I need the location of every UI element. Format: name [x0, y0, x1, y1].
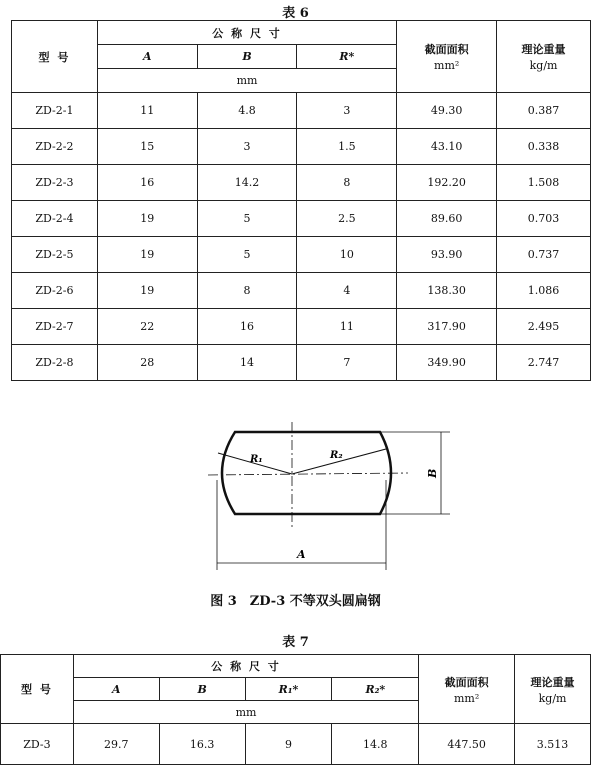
figure3-diagram — [190, 420, 470, 585]
table7-unit-mm: mm — [73, 701, 418, 724]
table6-area-header — [397, 21, 497, 93]
table6-row — [12, 345, 591, 381]
horizontal-centerline — [208, 473, 408, 475]
table7-col-r2: R₂* — [332, 678, 419, 701]
table6-cell-r: 10 — [297, 237, 397, 273]
table6-cell-r: 1.5 — [297, 129, 397, 165]
table6-cell-a: 11 — [97, 93, 197, 129]
table6-area-unit: mm² — [434, 59, 460, 72]
table7-cell-r2: 14.8 — [332, 724, 419, 765]
table6-cell-a: 19 — [97, 201, 197, 237]
table7-weight-label: 理论重量 — [530, 675, 575, 689]
table6-cell-b: 3 — [197, 129, 297, 165]
table6-row — [12, 165, 591, 201]
table7-cell-b: 16.3 — [159, 724, 245, 765]
table6-cell-type: ZD-2-2 — [12, 129, 98, 165]
table6-cell-area: 317.90 — [397, 309, 497, 345]
table6-cell-r: 8 — [297, 165, 397, 201]
table7-col-r1: R₁* — [245, 678, 332, 701]
table6-cell-type: ZD-2-5 — [12, 237, 98, 273]
table6-cell-r: 11 — [297, 309, 397, 345]
table6-cell-weight: 0.737 — [497, 237, 591, 273]
table7-cell-type: ZD-3 — [1, 724, 74, 765]
table6-row — [12, 129, 591, 165]
r1-label: R₁ — [250, 454, 263, 465]
table7-col-b: B — [159, 678, 245, 701]
table6-cell-b: 14.2 — [197, 165, 297, 201]
table6-row — [12, 273, 591, 309]
table6-cell-weight: 1.508 — [497, 165, 591, 201]
table7-weight-unit: kg/m — [538, 691, 567, 705]
table7-cell-a: 29.7 — [73, 724, 159, 765]
table6-cell-r: 4 — [297, 273, 397, 309]
table6 — [11, 20, 591, 381]
table6-type-header: 型 号 — [12, 21, 98, 93]
table6-cell-b: 14 — [197, 345, 297, 381]
table7-area-label: 截面面积 — [444, 675, 489, 689]
table6-cell-type: ZD-2-7 — [12, 309, 98, 345]
table7-area-unit: mm² — [454, 691, 480, 705]
table6-unit-mm: mm — [97, 69, 396, 93]
table6-group-header: 公 称 尺 寸 — [97, 21, 396, 45]
table6-cell-weight: 2.747 — [497, 345, 591, 381]
table6-cell-a: 19 — [97, 237, 197, 273]
table6-cell-area: 49.30 — [397, 93, 497, 129]
table6-cell-weight: 0.338 — [497, 129, 591, 165]
table6-cell-type: ZD-2-3 — [12, 165, 98, 201]
table6-cell-area: 349.90 — [397, 345, 497, 381]
table7-type-header: 型 号 — [1, 655, 74, 724]
table7-weight-header — [515, 655, 591, 724]
table6-col-b: B — [197, 45, 297, 69]
table6-cell-weight: 2.495 — [497, 309, 591, 345]
table7-cell-weight: 3.513 — [515, 724, 591, 765]
table6-cell-type: ZD-2-1 — [12, 93, 98, 129]
table6-cell-a: 16 — [97, 165, 197, 201]
table6-cell-a: 19 — [97, 273, 197, 309]
table6-cell-area: 43.10 — [397, 129, 497, 165]
table6-weight-unit: kg/m — [529, 59, 558, 72]
figure3-caption: 图 3 ZD-3 不等双头圆扁钢 — [210, 594, 381, 609]
table6-caption: 表 6 — [282, 6, 309, 21]
table7-cell-r1: 9 — [245, 724, 332, 765]
table7-col-a: A — [73, 678, 159, 701]
table6-cell-a: 15 — [97, 129, 197, 165]
table6-cell-weight: 1.086 — [497, 273, 591, 309]
table6-cell-weight: 0.703 — [497, 201, 591, 237]
table6-cell-weight: 0.387 — [497, 93, 591, 129]
table6-cell-b: 5 — [197, 237, 297, 273]
table6-cell-b: 16 — [197, 309, 297, 345]
table6-cell-type: ZD-2-6 — [12, 273, 98, 309]
table7-group-header: 公 称 尺 寸 — [73, 655, 418, 678]
r2-label: R₂ — [330, 450, 343, 461]
table6-row — [12, 201, 591, 237]
table6-col-a: A — [97, 45, 197, 69]
table7-area-header — [419, 655, 515, 724]
table6-col-r: R* — [297, 45, 397, 69]
table6-cell-b: 8 — [197, 273, 297, 309]
bar-outline — [222, 432, 391, 514]
a-label: A — [297, 548, 306, 561]
table6-cell-area: 89.60 — [397, 201, 497, 237]
table6-weight-header — [497, 21, 591, 93]
table6-weight-label: 理论重量 — [521, 43, 566, 56]
table6-cell-r: 7 — [297, 345, 397, 381]
table6-cell-area: 192.20 — [397, 165, 497, 201]
table6-row — [12, 237, 591, 273]
b-label: B — [426, 468, 439, 478]
table7-cell-area: 447.50 — [419, 724, 515, 765]
table6-cell-area: 138.30 — [397, 273, 497, 309]
table6-cell-b: 5 — [197, 201, 297, 237]
table6-cell-type: ZD-2-8 — [12, 345, 98, 381]
table6-cell-r: 3 — [297, 93, 397, 129]
table6-cell-r: 2.5 — [297, 201, 397, 237]
table6-row — [12, 93, 591, 129]
table6-cell-a: 28 — [97, 345, 197, 381]
table7-row — [1, 724, 591, 765]
table6-cell-type: ZD-2-4 — [12, 201, 98, 237]
table6-cell-area: 93.90 — [397, 237, 497, 273]
table6-cell-b: 4.8 — [197, 93, 297, 129]
table6-area-label: 截面面积 — [424, 43, 469, 56]
table6-row — [12, 309, 591, 345]
table6-cell-a: 22 — [97, 309, 197, 345]
table7-caption: 表 7 — [282, 635, 309, 650]
table7 — [0, 654, 591, 765]
